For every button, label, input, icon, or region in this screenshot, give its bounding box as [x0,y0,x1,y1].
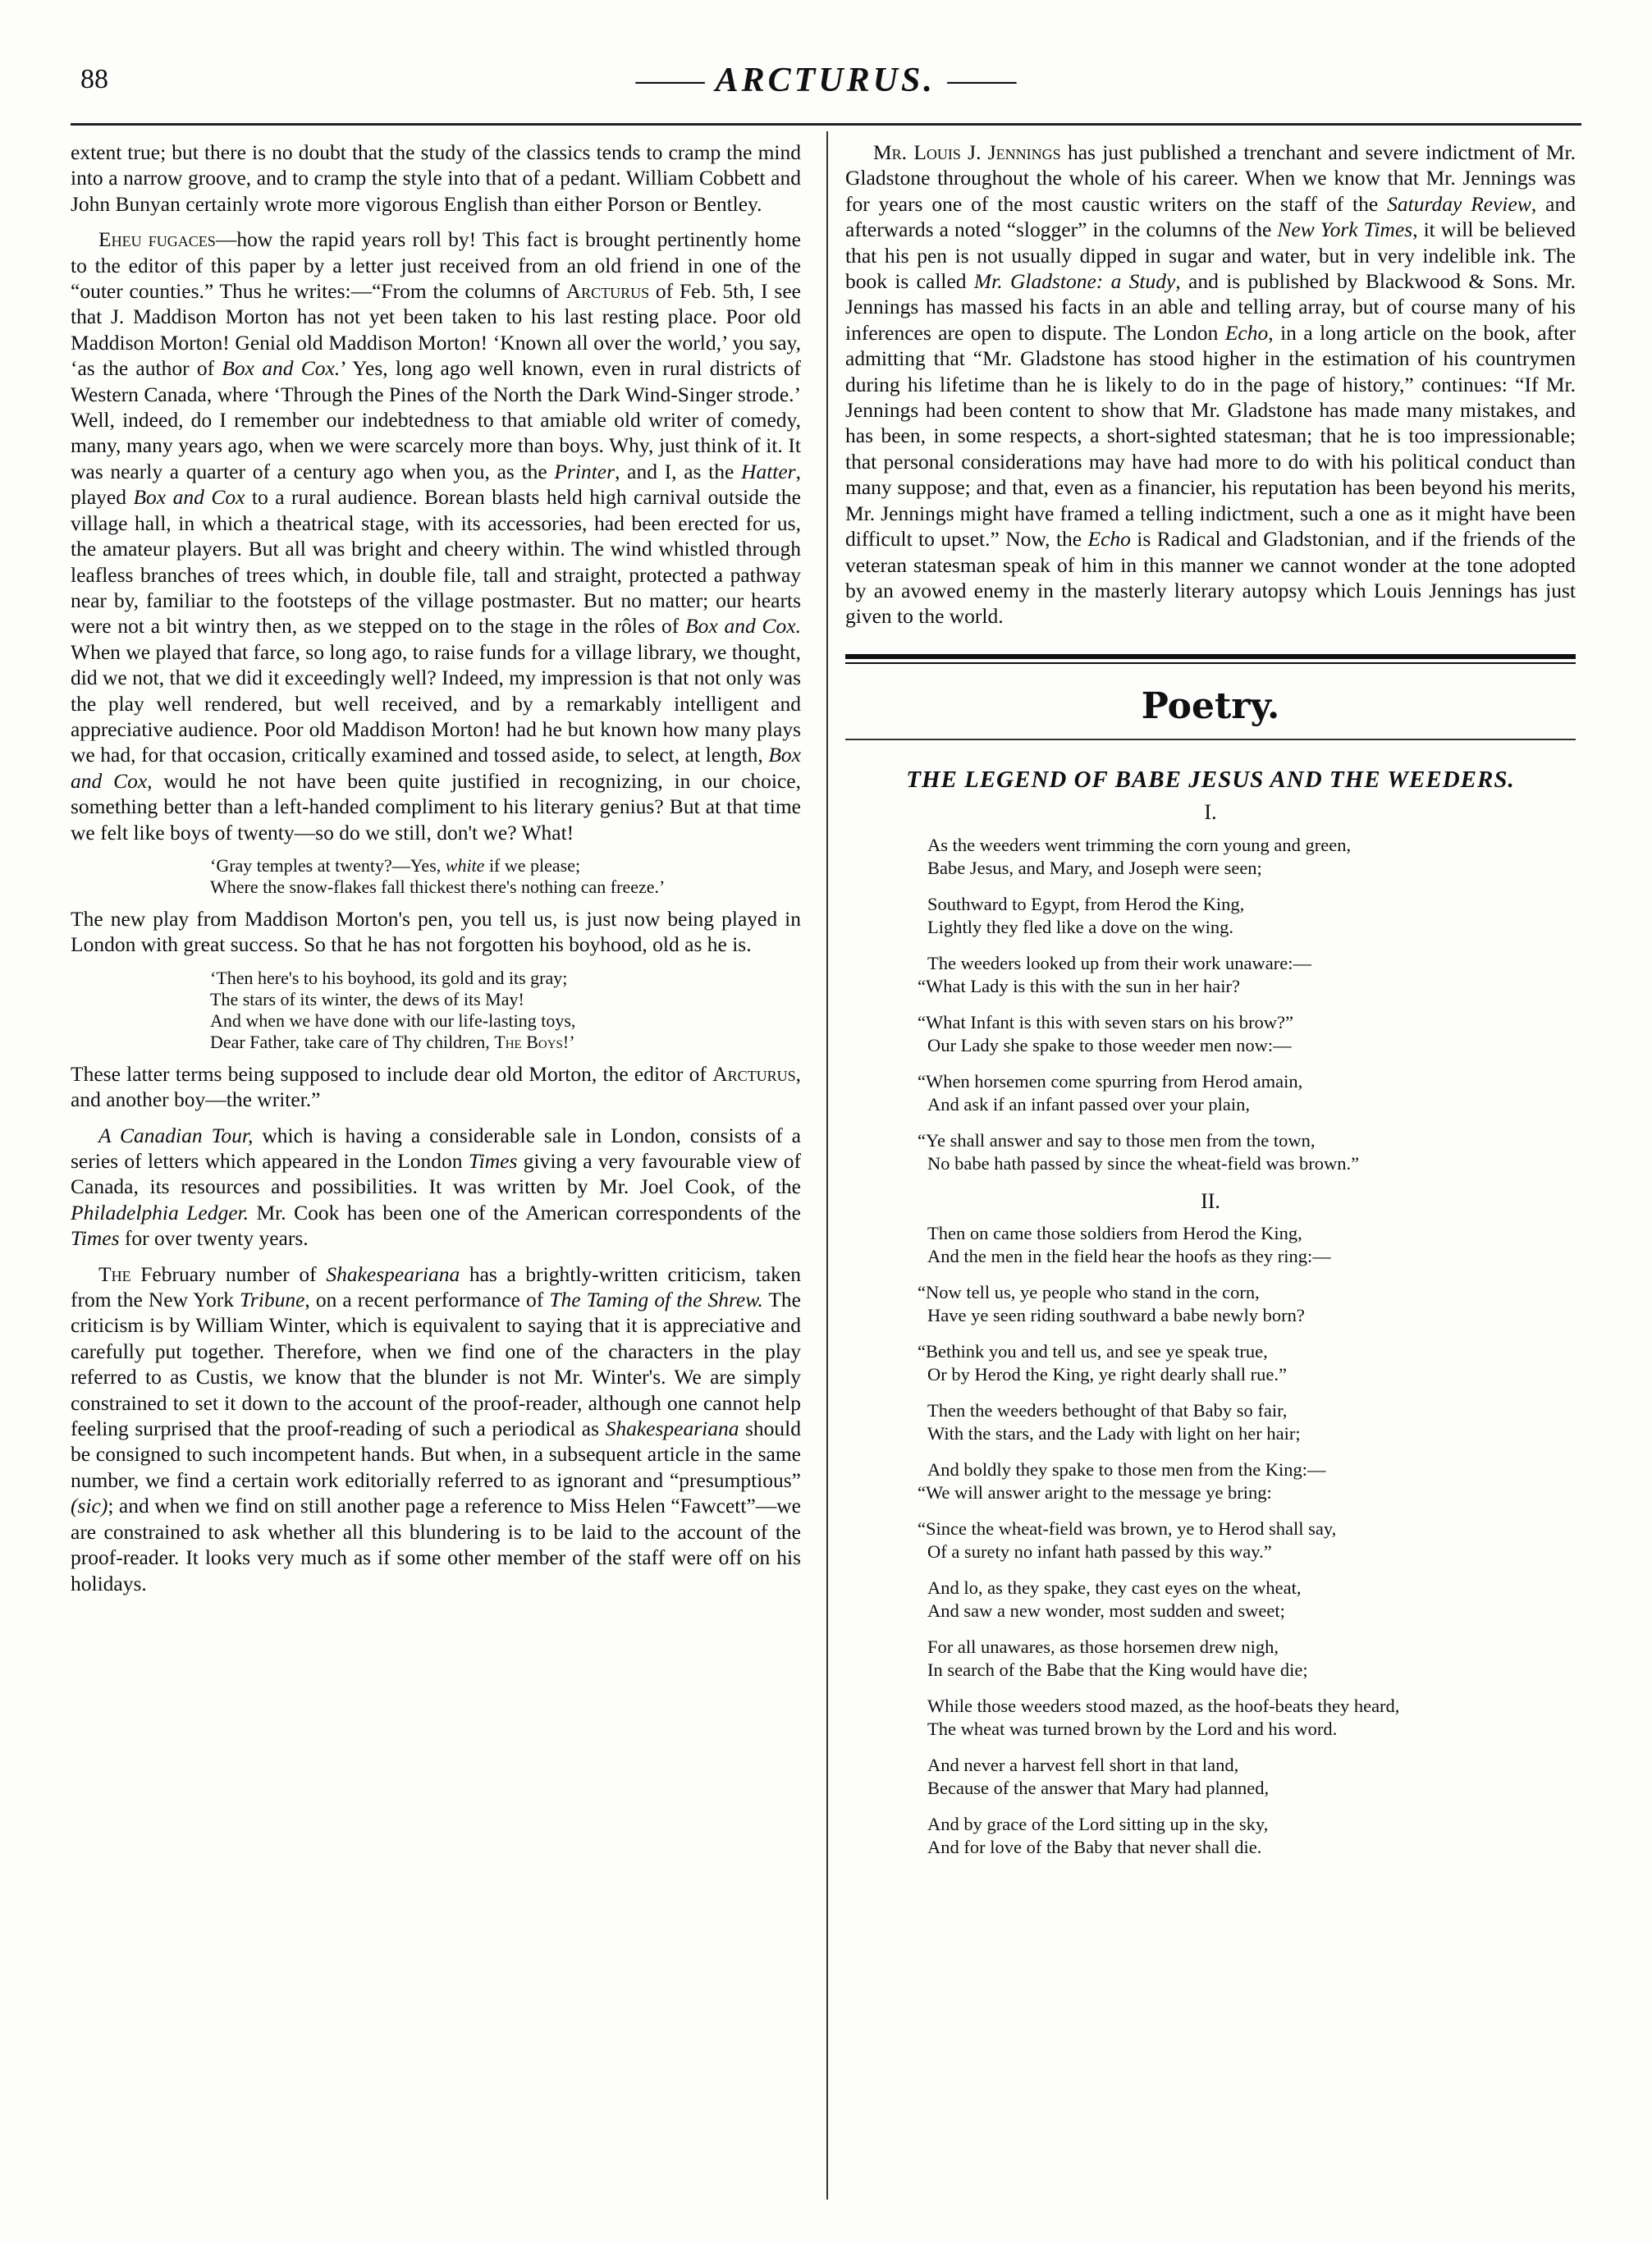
poem-line: And boldly they spake to those men from the King:— [927,1458,1326,1480]
poem-line: “Since the wheat-field was brown, ye to Herod shall say, [918,1517,1337,1539]
section-double-rule [845,654,1576,664]
poem-line: “What Infant is this with seven stars on his brow?” [918,1011,1294,1032]
poem-part-two [845,1222,1576,1860]
poem-line: “Now tell us, ye people who stand in the corn, [918,1281,1260,1302]
poem-stanza [918,952,1576,999]
poem-part-two-numeral: II. [1201,1188,1220,1213]
column-divider [826,131,828,2200]
poem-stanza [918,1129,1576,1176]
paragraph-latter-terms: These latter terms being supposed to include dear old Morton, the editor of Arcturus, and another boy—the writer.” [71,1061,801,1112]
poem-line: “We will answer aright to the message ye bring: [918,1482,1272,1504]
poem-stanza [927,1577,1576,1623]
right-column [845,140,1576,1872]
poem-stanza [927,1695,1576,1742]
poem-line: As the weeders went trimming the corn young and green, [927,834,1352,855]
poem-line: The weeders looked up from their work unaware:— [927,952,1311,973]
paragraph-eheu-fugaces: Eheu fugaces—how the rapid years roll by! This fact is brought pertinently home to the editor of this paper by a letter just received from an old friend in one of the “outer counties.” Thus he writes:—“From the columns of Arcturus of Feb. 5th, I see that J. Maddison Morton has not yet been taken to his last resting place. Poor old Maddison Morton! Genial old Maddison Morton! ‘Known all over the world,’ you say, ‘as the author of Box and Cox.’ Yes, long ago well known, even in rural districts of Western Canada, where ‘Through the Pines of the North the Dark Wind-Singer strode.’ Well, indeed, do I remember our indebtedness to that amiable old writer of comedy, many, many years ago, when we were scarcely more than boys. Why, just think of it. It was nearly a quarter of a century ago when you, as the Printer, and I, as the Hatter, played Box and Cox to a rural audience. Borean blasts held high carnival outside the village hall, in which a theatrical stage, with its accessories, had been erected for us, the amateur players. But all was bright and cheery within. The wind whistled through leafless branches of trees which, in double file, tall and straight, protected a pathway near by, familiar to the footsteps of the village postmaster. But no matter; our hearts were not a bit wintry then, as we stepped on to the stage in the rôles of Box and Cox. When we played that farce, so long ago, to raise funds for a village library, we thought, did we not, that we did it exceedingly well? Indeed, my impression is that not only was the play well rendered, but well received, and by a remarkably intelligent and appreciative audience. Poor old Maddison Morton! had he but known how many plays we had, for that occasion, critically examined and tossed aside, to select, at length, Box and Cox, would he not have been quite justified in recognizing, in our choice, something better than a left-handed compliment to his literary genius? But at that time we felt like boys of twenty—so do we still, don't we? What! [71,227,801,845]
poem-line: While those weeders stood mazed, as the hoof-beats they heard, [927,1695,1400,1716]
poem-stanza [918,1070,1576,1117]
poem-stanza [927,893,1576,940]
poem-line: With the stars, and the Lady with light on her hair; [927,1423,1301,1444]
poem-line: “What Lady is this with the sun in her hair? [918,976,1241,997]
poem-part-one [845,834,1576,1176]
poem-line: And ask if an infant passed over your plain, [927,1094,1251,1115]
masthead-title: ARCTURUS. [715,62,936,99]
poem-line: Southward to Egypt, from Herod the King, [927,893,1245,914]
poem-title: THE LEGEND OF BABE JESUS AND THE WEEDERS. [906,767,1515,794]
poem-line: And for love of the Baby that never shall die. [927,1837,1262,1858]
poem-stanza [918,1517,1576,1564]
poem-line: No babe hath passed by since the wheat-field was brown.” [927,1153,1360,1174]
poem-stanza [927,1222,1576,1269]
poem-stanza [918,1458,1576,1505]
poem-line: And never a harvest fell short in that land, [927,1754,1239,1775]
poem-line: For all unawares, as those horsemen drew nigh, [927,1636,1279,1657]
poem-stanza [927,1636,1576,1682]
poem-stanza [918,1011,1576,1058]
page-number: 88 [80,64,108,94]
poem-line: In search of the Babe that the King would have die; [927,1659,1308,1681]
masthead: —— ARCTURUS. —— [635,62,1017,99]
poem-line: Or by Herod the King, ye right dearly shall rue.” [927,1364,1287,1385]
poem-stanza [927,1399,1576,1446]
poem-line: “Ye shall answer and say to those men from the town, [918,1129,1316,1151]
poem-line: Our Lady she spake to those weeder men now:— [927,1035,1292,1056]
header-rule [71,123,1581,126]
poem-line: And by grace of the Lord sitting up in the sky, [927,1813,1269,1834]
left-column [71,140,801,1606]
poem-line: Have ye seen riding southward a babe newly born? [927,1305,1305,1326]
paragraph-new-play: The new play from Maddison Morton's pen, you tell us, is just now being played in London with great success. So that he has not forgotten his boyhood, old as he is. [71,906,801,957]
poem-stanza [918,1340,1576,1387]
poem-stanza [927,1813,1576,1860]
paragraph-jennings: Mr. Louis J. Jennings has just published a trenchant and severe indictment of Mr. Gladstone throughout the whole of his career. When we know that Mr. Jennings was for years one of the most caustic writers on the staff of the Saturday Review, and afterwards a noted “slogger” in the columns of the New York Times, it will be believed that his pen is not usually dipped in sugar and water, but in very indelible ink. The book is called Mr. Gladstone: a Study, and is published by Blackwood & Sons. Mr. Jennings has massed his facts in an able and telling array, but of course many of his inferences are open to dispute. The London Echo, in a long article on the book, after admitting that “Mr. Gladstone has stood higher in the estimation of his countrymen during his lifetime than he is likely to do in the page of history,” continues: “If Mr. Jennings had been content to show that Mr. Gladstone has made many mistakes, and has been, in some respects, a short-sighted statesman; that he is too impressionable; that personal considerations may have had more to do with his political conduct than many suppose; and that, even as a financier, his reputation has been beyond his merits, Mr. Jennings might have framed a telling indictment, such a one as it might have been difficult to upset.” Now, the Echo is Radical and Gladstonian, and if the friends of the veteran statesman speak of him in this manner we cannot wonder at the tone adopted by an avowed enemy in the masterly literary autopsy which Louis Jennings has just given to the world. [845,140,1576,629]
poem-line: “Bethink you and tell us, and see ye speak true, [918,1340,1268,1362]
poem-line: Then on came those soldiers from Herod the King, [927,1222,1302,1243]
poem-line: And saw a new wonder, most sudden and sweet; [927,1600,1285,1622]
poem-part-one-numeral: I. [1204,800,1217,825]
paragraph-shakespeariana: The February number of Shakespeariana has a brightly-written criticism, taken from the New York Tribune, on a recent performance of The Taming of the Shrew. The criticism is by William Winter, which is equivalent to saying that it is appreciative and carefully put together. Therefore, when we find one of the characters in the play referred to as Custis, we know that the blunder is not Mr. Winter's. We are simply constrained to set it down to the account of the proof-reader, although one cannot help feeling surprised that the proof-reading of such a periodical as Shakespeariana should be consigned to such incompetent hands. But when, in a subsequent article in the same number, we find a certain work editorially referred to as ignorant and “presumptious” (sic); and when we find on still another page a reference to Miss Helen “Fawcett”—we are constrained to ask whether all this blundering is to be laid to the account of the proof-reader. It looks very much as if some other member of the staff were off on his holidays. [71,1261,801,1595]
section-rule [845,739,1576,740]
poem-line: Because of the answer that Mary had planned, [927,1778,1270,1799]
poem-stanza [927,834,1576,881]
poem-line: The wheat was turned brown by the Lord and his word. [927,1719,1338,1740]
poem-line: “When horsemen come spurring from Herod amain, [918,1070,1303,1092]
poem-line: Lightly they fled like a dove on the wing. [927,917,1234,938]
section-heading-poetry: Poetry. [1141,684,1280,727]
paragraph-classics: extent true; but there is no doubt that the study of the classics tends to cramp the mind into a narrow groove, and to cramp the style into that of a pedant. William Cobbett and John Bunyan certainly wrote more vigorous English than either Porson or Bentley. [71,140,801,216]
paragraph-canadian-tour: A Canadian Tour, which is having a considerable sale in London, consists of a series of letters which appeared in the London Times giving a very favourable view of Canada, its resources and possibilities. It was written by Mr. Joel Cook, of the Philadelphia Ledger. Mr. Cook has been one of the American correspondents of the Times for over twenty years. [71,1123,802,1251]
poem-line: Of a surety no infant hath passed by this way.” [927,1541,1272,1563]
poem-line: Then the weeders bethought of that Baby so fair, [927,1399,1288,1421]
quote-boyhood: ‘Then here's to his boyhood, its gold and its gray; The stars of its winter, the dews of its May! And when we have done with our life-lasting toys, Dear Father, take care of Thy children, The Boys!’ [210,967,576,1052]
poem-stanza [927,1754,1576,1801]
poem-stanza [918,1281,1576,1328]
poem-line: And the men in the field hear the hoofs as they ring:— [927,1246,1331,1267]
poem-line: Babe Jesus, and Mary, and Joseph were seen; [927,858,1262,879]
quote-gray-temples: ‘Gray temples at twenty?—Yes, white if we please; Where the snow-flakes fall thickest there's nothing can freeze.’ [210,854,666,897]
poem-line: And lo, as they spake, they cast eyes on the wheat, [927,1577,1302,1598]
